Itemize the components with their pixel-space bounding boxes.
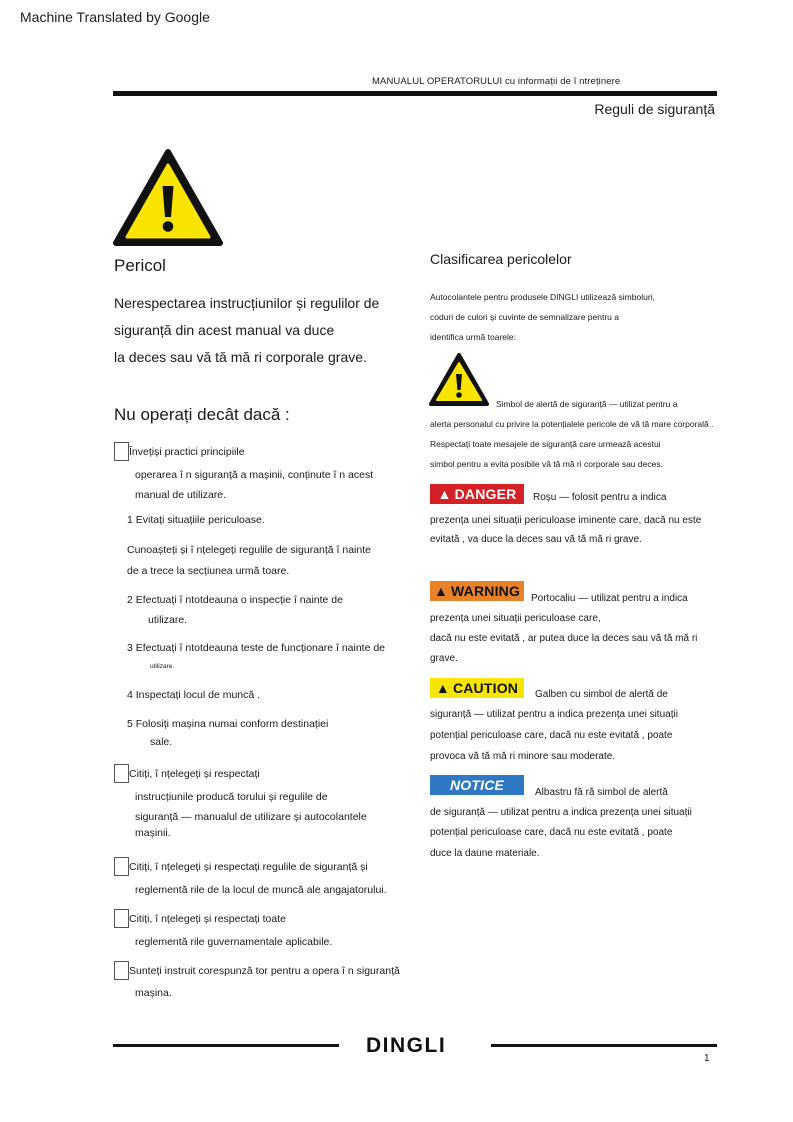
manual-title: MANUALUL OPERATORULUI cu informații de î ntreținere bbox=[372, 76, 621, 87]
bullet-2-line: siguranță — manualul de utilizare și autocolantele bbox=[135, 811, 367, 823]
alert-mini-icon: ▲ bbox=[437, 486, 452, 502]
intro-line: siguranță din acest manual va duce bbox=[114, 322, 335, 338]
notice-desc-line: potențial periculoase care, dacă nu este evitată , poate bbox=[430, 827, 673, 838]
danger-desc-line: evitată , va duce la deces sau vă tă mă ri grave. bbox=[430, 534, 642, 545]
hazard-intro-line: coduri de culori și cuvinte de semnalizare pentru a bbox=[430, 312, 619, 322]
rule-5-line: sale. bbox=[150, 736, 173, 748]
alert-desc-line: alerta personalul cu privire la potențialele pericole de vă tă mare corporală . bbox=[430, 419, 714, 429]
bullet-1-line: manual de utilizare. bbox=[135, 489, 227, 501]
alert-desc-line: Simbol de alertă de siguranță — utilizat pentru a bbox=[496, 399, 678, 409]
intro-line: la deces sau vă tă mă ri corporale grave. bbox=[114, 349, 367, 365]
header-rule bbox=[113, 91, 717, 96]
page-number: 1 bbox=[704, 1053, 710, 1064]
cunoasteti-line: de a trece la secțiunea urmă toare. bbox=[127, 565, 290, 577]
warning-label: WARNING bbox=[451, 583, 521, 599]
bullet-5-line: mașina. bbox=[135, 987, 172, 999]
footer-rule-left bbox=[113, 1044, 339, 1047]
section-title: Reguli de siguranță bbox=[594, 101, 715, 117]
danger-label: DANGER bbox=[454, 486, 517, 502]
rule-2-line: 2 Efectuați î ntotdeauna o inspecție î nainte de bbox=[127, 594, 343, 606]
alert-desc-line: simbol pentru a evita posibile vă tă mă ri corporale sau deces. bbox=[430, 459, 663, 469]
notice-badge bbox=[430, 775, 524, 795]
safety-alert-icon bbox=[428, 352, 490, 408]
bullet-2-line: mașinii. bbox=[135, 827, 171, 839]
pericol-heading: Pericol bbox=[114, 256, 166, 275]
rule-4: 4 Inspectați locul de muncă . bbox=[127, 689, 261, 701]
dingli-logo: DINGLI bbox=[366, 1034, 447, 1057]
warning-desc-line: prezența unei situații periculoase care, bbox=[430, 613, 601, 624]
rule-2-line: utilizare. bbox=[148, 614, 188, 626]
warning-triangle-icon bbox=[112, 148, 224, 248]
machine-translated-note: Machine Translated by Google bbox=[20, 9, 210, 25]
hazard-intro-line: Autocolantele pentru produsele DINGLI utilizează simboluri, bbox=[430, 292, 655, 302]
alert-mini-icon: ▲ bbox=[435, 680, 450, 696]
warning-desc-line: grave. bbox=[430, 653, 458, 664]
warning-badge bbox=[430, 581, 524, 601]
bullet-4-line: reglementă rile guvernamentale aplicabile. bbox=[135, 936, 333, 948]
checkbox-5[interactable] bbox=[114, 961, 129, 980]
rule-3-line: utilizare. bbox=[150, 663, 175, 670]
danger-desc-line: Roșu — folosit pentru a indica bbox=[533, 492, 667, 503]
checkbox-2[interactable] bbox=[114, 764, 129, 783]
danger-badge bbox=[430, 484, 524, 504]
notice-desc-line: duce la daune materiale. bbox=[430, 848, 540, 859]
notice-desc-line: de siguranță — utilizat pentru a indica prezența unei situații bbox=[430, 807, 692, 818]
caution-desc-line: provoca vă tă mă ri minore sau moderate. bbox=[430, 751, 616, 762]
rule-1: 1 Evitați situațiile periculoase. bbox=[127, 514, 265, 526]
bullet-3-line: reglementă rile de la locul de muncă ale angajatorului. bbox=[135, 884, 387, 896]
danger-intro bbox=[114, 290, 379, 371]
caution-desc-line: siguranță — utilizat pentru a indica prezența unei situații bbox=[430, 709, 678, 720]
cunoasteti-line: Cunoașteți și î nțelegeți regulile de siguranță î nainte bbox=[127, 544, 371, 556]
warning-desc-line: Portocaliu — utilizat pentru a indica bbox=[531, 593, 688, 604]
caution-label: CAUTION bbox=[452, 680, 519, 696]
bullet-5-line: Sunteți instruit corespunză tor pentru a opera î n siguranță bbox=[129, 965, 400, 977]
caution-desc-line: potențial periculoase care, dacă nu este evitată , poate bbox=[430, 730, 673, 741]
bullet-4-line: Citiți, î nțelegeți și respectați toate bbox=[129, 913, 286, 925]
alert-desc-line: Respectați toate mesajele de siguranță care urmează acestui bbox=[430, 439, 661, 449]
rule-3-line: 3 Efectuați î ntotdeauna teste de funcționare î nainte de bbox=[127, 642, 386, 654]
rule-5-line: 5 Folosiți mașina numai conform destinației bbox=[127, 718, 329, 730]
checkbox-1[interactable] bbox=[114, 442, 129, 461]
notice-desc-line: Albastru fă ră simbol de alertă bbox=[535, 787, 668, 798]
checkbox-4[interactable] bbox=[114, 909, 129, 928]
caution-badge bbox=[430, 678, 524, 698]
danger-desc-line: prezența unei situații periculoase iminente care, dacă nu este bbox=[430, 515, 702, 526]
caution-desc-line: Galben cu simbol de alertă de bbox=[535, 689, 668, 700]
bullet-1-line: Învețiși practici principiile bbox=[129, 446, 245, 458]
footer-rule-right bbox=[491, 1044, 717, 1047]
bullet-1-line: operarea î n siguranță a mașinii, conținute î n acest bbox=[135, 469, 374, 481]
bullet-2-line: Citiți, î nțelegeți și respectați bbox=[129, 768, 260, 780]
hazard-intro-line: identifica urmă toarele: bbox=[430, 332, 516, 342]
bullet-3-line: Citiți, î nțelegeți și respectați regulile de siguranță și bbox=[129, 861, 368, 873]
notice-label: NOTICE bbox=[449, 777, 505, 793]
warning-desc-line: dacă nu este evitată , ar putea duce la deces sau vă tă mă ri bbox=[430, 633, 698, 644]
hazard-classification-heading: Clasificarea pericolelor bbox=[430, 251, 572, 267]
checkbox-3[interactable] bbox=[114, 857, 129, 876]
nu-operati-heading: Nu operați decât dacă : bbox=[114, 405, 290, 424]
bullet-2-line: instrucțiunile producă torului și regulile de bbox=[135, 791, 328, 803]
alert-mini-icon: ▲ bbox=[433, 583, 448, 599]
intro-line: Nerespectarea instrucțiunilor și regulilor de bbox=[114, 295, 380, 311]
